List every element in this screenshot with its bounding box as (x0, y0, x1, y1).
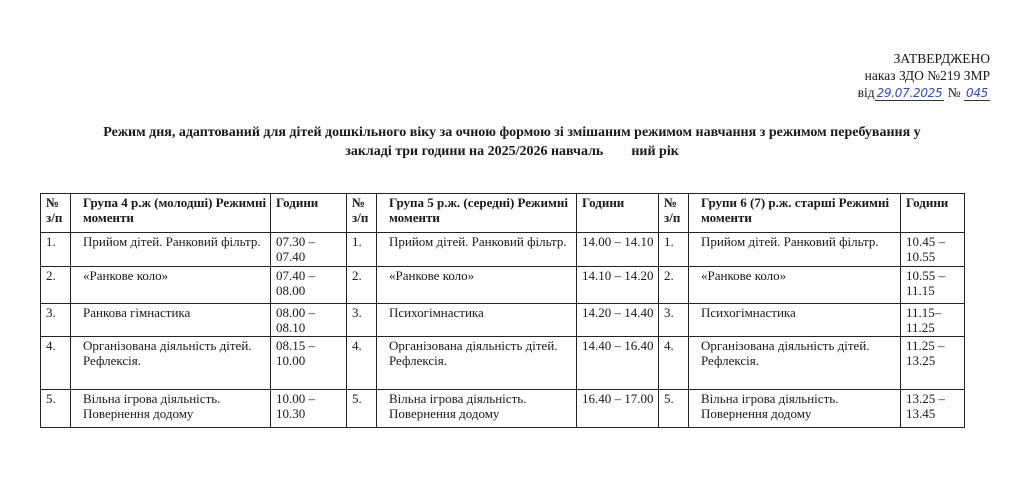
group3-activity: «Ранкове коло» (689, 267, 901, 304)
table-row (41, 337, 965, 390)
row-num: 5. (41, 390, 71, 428)
group1-activity: Ранкова гімнастика (71, 304, 271, 337)
group3-time: 10.45 – 10.55 (901, 233, 965, 267)
group1-activity: Вільна ігрова діяльність. Повернення додому (71, 390, 271, 428)
group2-time: 14.00 – 14.10 (577, 233, 659, 267)
header-hours-2: Години (577, 194, 659, 233)
row-num: 3. (659, 304, 689, 337)
row-num: 4. (41, 337, 71, 390)
number-sign: № (947, 85, 961, 100)
order-label: наказ ЗДО №219 ЗМР (864, 68, 990, 83)
header-num-1: № з/п (41, 194, 71, 233)
schedule-table (40, 193, 965, 428)
group3-time: 13.25 – 13.45 (901, 390, 965, 428)
row-num: 4. (659, 337, 689, 390)
group1-activity: Організована діяльність дітей. Рефлексія. (71, 337, 271, 390)
row-num: 4. (347, 337, 377, 390)
order-date-line (800, 84, 990, 102)
group2-time: 16.40 – 17.00 (577, 390, 659, 428)
header-group-2: Група 5 р.ж. (середні) Режимні моменти (377, 194, 577, 233)
table-row (41, 267, 965, 304)
table-row (41, 304, 965, 337)
title-line-1: Режим дня, адаптований для дітей дошкільного віку за очною формою зі змішаним режимом навчання з режимом перебування у (103, 125, 921, 140)
approval-stamp (800, 50, 990, 102)
header-hours-3: Години (901, 194, 965, 233)
group3-time: 10.55 – 11.15 (901, 267, 965, 304)
document-title (40, 123, 984, 161)
date-prefix: від (857, 85, 875, 100)
group2-time: 14.40 – 16.40 (577, 337, 659, 390)
row-num: 1. (347, 233, 377, 267)
group2-activity: Психогімнастика (377, 304, 577, 337)
group1-time: 07.30 – 07.40 (271, 233, 347, 267)
row-num: 3. (347, 304, 377, 337)
header-num-2: № з/п (347, 194, 377, 233)
table-row (41, 390, 965, 428)
handwritten-date: 29.07.2025 (876, 86, 943, 100)
table-row (41, 233, 965, 267)
group2-activity: Вільна ігрова діяльність. Повернення додому (377, 390, 577, 428)
approved-label: ЗАТВЕРДЖЕНО (893, 51, 990, 66)
group3-activity: Організована діяльність дітей. Рефлексія. (689, 337, 901, 390)
group3-activity: Психогімнастика (689, 304, 901, 337)
group2-activity: Прийом дітей. Ранковий фільтр. (377, 233, 577, 267)
handwritten-number: 045 (965, 86, 988, 100)
title-line-2: закладі три години на 2025/2026 навчаль ний рік (345, 144, 679, 159)
group1-time: 08.00 – 08.10 (271, 304, 347, 337)
group2-time: 14.10 – 14.20 (577, 267, 659, 304)
row-num: 1. (659, 233, 689, 267)
row-num: 2. (659, 267, 689, 304)
header-group-1: Група 4 р.ж (молодші) Режимні моменти (71, 194, 271, 233)
group2-activity: Організована діяльність дітей. Рефлексія. (377, 337, 577, 390)
row-num: 1. (41, 233, 71, 267)
row-num: 3. (41, 304, 71, 337)
row-num: 2. (41, 267, 71, 304)
header-num-3: № з/п (659, 194, 689, 233)
group3-activity: Вільна ігрова діяльність. Повернення додому (689, 390, 901, 428)
group1-time: 10.00 – 10.30 (271, 390, 347, 428)
table-header-row (41, 194, 965, 233)
group1-time: 07.40 – 08.00 (271, 267, 347, 304)
header-hours-1: Години (271, 194, 347, 233)
row-num: 5. (347, 390, 377, 428)
group1-activity: «Ранкове коло» (71, 267, 271, 304)
group3-activity: Прийом дітей. Ранковий фільтр. (689, 233, 901, 267)
group1-activity: Прийом дітей. Ранковий фільтр. (71, 233, 271, 267)
row-num: 2. (347, 267, 377, 304)
group3-time: 11.25 – 13.25 (901, 337, 965, 390)
row-num: 5. (659, 390, 689, 428)
group2-time: 14.20 – 14.40 (577, 304, 659, 337)
group2-activity: «Ранкове коло» (377, 267, 577, 304)
group1-time: 08.15 – 10.00 (271, 337, 347, 390)
group3-time: 11.15– 11.25 (901, 304, 965, 337)
header-group-3: Групи 6 (7) р.ж. старші Режимні моменти (689, 194, 901, 233)
